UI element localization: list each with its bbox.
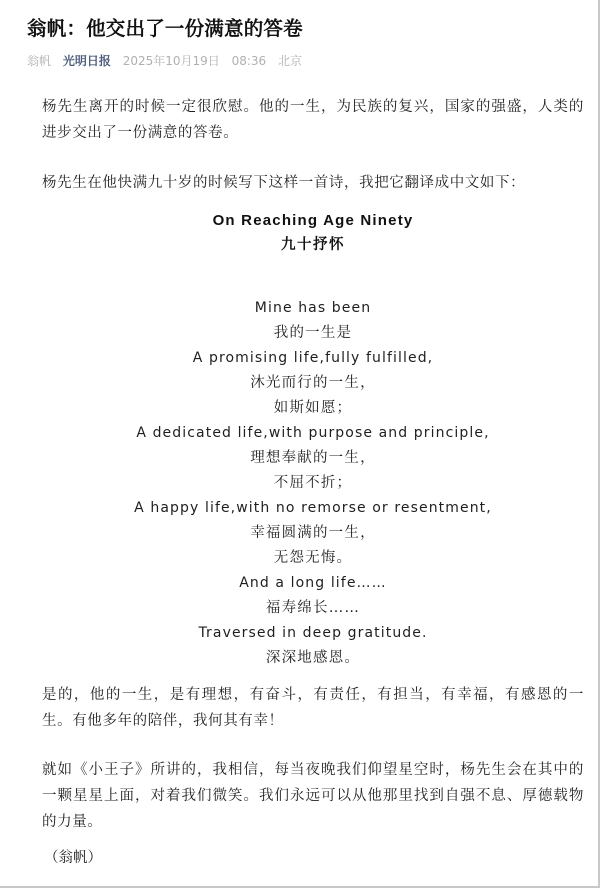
poem-title: On Reaching Age Ninety [212, 212, 414, 229]
poem-line: Mine has been [254, 300, 372, 316]
poem-line: 沐光而行的一生， [250, 375, 376, 391]
poem-line: 不屈不折； [273, 475, 353, 491]
paragraph: 杨先生离开的时候一定很欣慰。他的一生，为民族的复兴，国家的强盛，人类的进步交出了一份满意的答卷。 [42, 99, 584, 141]
poem-line: 如斯如愿； [273, 400, 353, 416]
author-signature: （翁帆） [44, 850, 102, 866]
paragraph: 就如《小王子》所讲的，我相信，每当夜晚我们仰望星空时，杨先生会在其中的一颗星星上面，对着我们微笑。我们永远可以从他那里找到自强不息、厚德载物的力量。 [42, 762, 584, 830]
publish-date: 2025年10月19日 [122, 54, 220, 68]
poem-line: 理想奉献的一生， [250, 450, 376, 466]
poem-line: 幸福圆满的一生， [250, 525, 376, 541]
publish-time: 08:36 [231, 54, 267, 68]
article-meta [27, 52, 310, 70]
poem-spacer [42, 258, 584, 296]
paragraph: 是的，他的一生，是有理想，有奋斗，有责任，有担当，有幸福，有感恩的一生。有他多年的陪伴，我何其有幸！ [42, 687, 584, 729]
author-name: 翁帆 [27, 54, 52, 68]
poem-line: A promising life,fully fulfilled, [192, 350, 434, 366]
poem-subtitle: 九十抒怀 [281, 237, 345, 253]
poem-line: And a long life…… [239, 575, 387, 591]
poem-line: 我的一生是 [273, 325, 353, 341]
poem-line: Traversed in deep gratitude. [198, 625, 428, 641]
paragraph: 杨先生在他快满九十岁的时候写下这样一首诗，我把它翻译成中文如下： [42, 175, 526, 191]
poem-line: 无怨无悔。 [273, 550, 353, 566]
publish-location: 北京 [278, 54, 303, 68]
poem [42, 208, 584, 671]
poem-line: A dedicated life,with purpose and principle, [136, 425, 490, 441]
poem-line: 深深地感恩。 [265, 650, 361, 666]
article-title: 翁帆：他交出了一份满意的答卷 [27, 17, 303, 40]
poem-line: A happy life,with no remorse or resentment, [134, 500, 492, 516]
poem-line: 福寿绵长…… [265, 600, 361, 616]
source-link[interactable]: 光明日报 [62, 54, 111, 68]
